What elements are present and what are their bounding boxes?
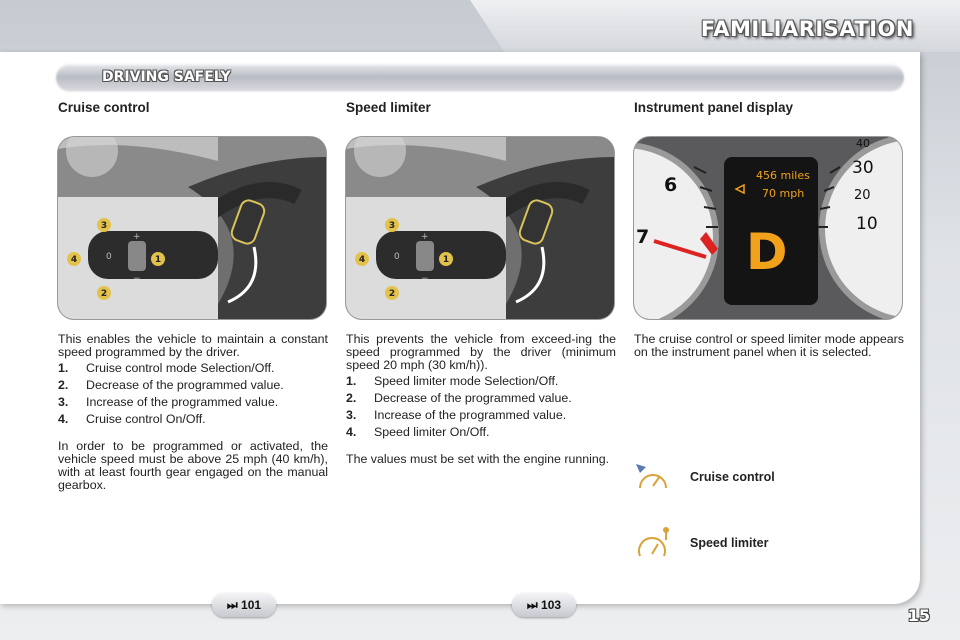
function-list [346,375,616,439]
chapter-title: FAMILIARISATION [700,17,914,41]
column-intro: This prevents the vehicle from exceed-ing the speed programmed by the driver (minimum speed 20 mph (30 km/h)). [346,332,616,372]
stalk-mark-plus: + [133,232,141,242]
speed-gauge-40: 40 [856,137,870,150]
speed-gauge-20: 20 [854,188,871,203]
list-item: 4. Cruise control On/Off. [58,412,206,426]
stalk-mark-0: 0 [394,252,400,262]
cruise-control-indicator [634,460,775,494]
stalk-mark-minus: − [421,274,429,284]
list-item: 4. Speed limiter On/Off. [346,425,490,439]
rev-gauge-7: 7 [636,226,650,248]
column-text [634,333,904,359]
display-speed: 70 mph [762,187,805,200]
instrument-panel-photo [634,137,902,319]
cruise-control-label: Cruise control [690,470,775,484]
cruise-control-stalk-photo [58,137,326,319]
column-intro: This enables the vehicle to maintain a constant speed programmed by the driver. [58,332,328,359]
display-gear: D [746,223,788,281]
section-title: DRIVING SAFELY [102,69,231,85]
page-ref-103[interactable]: ⏭ 103 [512,593,576,617]
list-item: 3. Increase of the programmed value. [58,395,279,409]
stalk-number-1: 1 [154,255,162,265]
stalk-number-1: 1 [442,255,450,265]
column-cruise-control [58,100,328,492]
list-item: 2. Decrease of the programmed value. [346,391,572,405]
column-heading: Instrument panel display [634,100,794,115]
stalk-mark-plus: + [421,232,429,242]
stalk-number-4: 4 [70,255,78,265]
column-text [346,333,616,466]
column-speed-limiter [346,100,616,466]
content-panel [0,52,920,604]
stalk-mark-minus: − [133,274,141,284]
cruise-control-icon [634,460,672,494]
page-number: 15 [907,606,930,625]
stalk-number-2: 2 [100,289,108,299]
speed-limiter-indicator [634,526,769,560]
speed-limiter-label: Speed limiter [690,536,769,550]
stalk-number-4: 4 [358,255,366,265]
rev-gauge-6: 6 [664,174,678,196]
column-intro: The cruise control or speed limiter mode appears on the instrument panel when it is selected. [634,332,904,359]
stalk-number-3: 3 [388,221,396,231]
function-list [58,362,328,426]
list-item: 2. Decrease of the programmed value. [58,378,284,392]
column-note: The values must be set with the engine running. [346,452,610,466]
speed-limiter-stalk-photo [346,137,614,319]
column-note: In order to be programmed or activated, the vehicle speed must be above 25 mph (40 km/h), with at least fourth gear engaged on the manual gearbox. [58,439,328,492]
speed-gauge-10: 10 [856,214,878,234]
speed-gauge-30: 30 [852,158,874,178]
list-item: 1. Cruise control mode Selection/Off. [58,361,275,375]
column-heading: Cruise control [58,100,150,115]
list-item: 1. Speed limiter mode Selection/Off. [346,374,559,388]
column-heading: Speed limiter [346,100,431,115]
stalk-number-2: 2 [388,289,396,299]
stalk-mark-0: 0 [106,252,112,262]
display-distance: 456 miles [756,169,810,182]
list-item: 3. Increase of the programmed value. [346,408,567,422]
page-ref-101[interactable]: ⏭ 101 [212,593,276,617]
speed-limiter-icon [634,526,672,560]
stalk-number-3: 3 [100,221,108,231]
column-instrument-panel [634,100,904,550]
column-text [58,333,328,492]
